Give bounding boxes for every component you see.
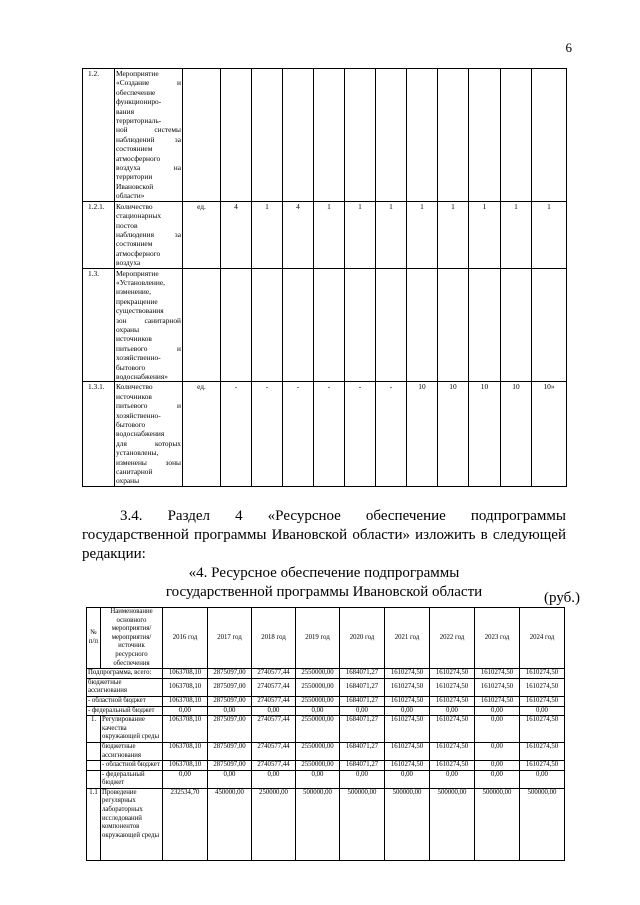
unit-cell: [183, 268, 221, 382]
row-label: - областной бюджет: [101, 761, 163, 771]
summary-label: Подпрограмма, всего:: [87, 669, 163, 679]
row-label: Проведение регулярных лабораторных исследований компонентов окружающей среды: [101, 788, 163, 860]
description-line: атмосферного: [116, 153, 161, 163]
amount-cell: 0,00: [208, 770, 252, 788]
value-cell: 4: [283, 201, 314, 268]
value-cell: -: [314, 382, 345, 486]
description-line: Ивановской: [116, 181, 154, 191]
indicator-row: [83, 201, 567, 268]
amount-cell: 500000,00: [475, 788, 520, 860]
value-cell: [345, 69, 376, 202]
description-line: питьевого и: [116, 343, 181, 353]
row-number: 1.3.1.: [83, 382, 115, 486]
value-cell: 10: [469, 382, 501, 486]
description-line: охраны: [116, 476, 140, 486]
value-cell: [221, 268, 252, 382]
amount-cell: 1610274,50: [520, 678, 565, 696]
row-label: Регулирование качества окружающей среды: [101, 716, 163, 743]
description-line: существования: [116, 306, 164, 316]
amount-cell: 1610274,50: [385, 696, 430, 706]
header-year: 2021 год: [385, 608, 430, 669]
amount-cell: 1684071,27: [340, 696, 385, 706]
header-row: [87, 608, 565, 669]
amount-cell: 1610274,50: [475, 696, 520, 706]
description-line: наблюдений за: [116, 134, 181, 144]
amount-cell: 0,00: [163, 770, 208, 788]
detail-row: [87, 716, 565, 743]
row-label: бюджетные ассигнования: [101, 742, 163, 760]
amount-cell: 1610274,50: [385, 669, 430, 679]
value-cell: [314, 268, 345, 382]
amount-cell: 450000,00: [208, 788, 252, 860]
amount-cell: 500000,00: [296, 788, 340, 860]
value-cell: -: [376, 382, 407, 486]
amount-cell: 1063708,10: [163, 696, 208, 706]
summary-row: [87, 678, 565, 696]
amount-cell: 1610274,50: [520, 696, 565, 706]
value-cell: [221, 69, 252, 202]
header-year: 2020 год: [340, 608, 385, 669]
value-cell: -: [283, 382, 314, 486]
section-heading-line-1: «4. Ресурсное обеспечение подпрограммы: [188, 565, 460, 581]
row-number: 1.: [87, 716, 101, 743]
description-line: прекращение: [116, 296, 158, 306]
value-cell: [376, 69, 407, 202]
row-number: 1.2.1.: [83, 201, 115, 268]
description-line: территории: [116, 172, 153, 182]
value-cell: [438, 268, 469, 382]
amount-cell: 1610274,50: [475, 669, 520, 679]
description-line: изменение,: [116, 287, 152, 297]
amount-cell: 0,00: [340, 770, 385, 788]
description-line: водоснабжения»: [116, 372, 168, 381]
description-line: бытового: [116, 362, 146, 372]
row-description: [115, 268, 183, 382]
description-line: воздуха: [116, 258, 141, 268]
detail-row: [87, 788, 565, 860]
value-cell: 10»: [532, 382, 567, 486]
amount-cell: 1610274,50: [385, 716, 430, 743]
row-number: [87, 761, 101, 771]
description-line: области»: [116, 191, 145, 201]
value-cell: [345, 268, 376, 382]
value-cell: [314, 69, 345, 202]
value-cell: [469, 268, 501, 382]
summary-row: [87, 696, 565, 706]
amount-cell: 0,00: [163, 706, 208, 716]
amount-cell: 1610274,50: [520, 742, 565, 760]
amount-cell: 1063708,10: [163, 669, 208, 679]
amount-cell: 250000,00: [252, 788, 296, 860]
value-cell: 1: [407, 201, 438, 268]
page-number: 6: [565, 40, 572, 55]
description-line: наблюдения за: [116, 229, 181, 239]
description-line: Мероприятие: [116, 268, 159, 278]
indicators-table: [82, 68, 567, 487]
value-cell: [532, 69, 567, 202]
detail-row: [87, 761, 565, 771]
summary-label: - областной бюджет: [87, 696, 163, 706]
header-year: 2016 год: [163, 608, 208, 669]
amount-cell: 2875097,00: [208, 678, 252, 696]
detail-row: [87, 742, 565, 760]
section-heading-line-2: государственной программы Ивановской области: [165, 584, 483, 600]
amount-cell: 1684071,27: [340, 716, 385, 743]
amount-cell: 1610274,50: [430, 696, 475, 706]
amount-cell: 500000,00: [520, 788, 565, 860]
description-line: водоснабжения: [116, 429, 165, 439]
unit-cell: [183, 69, 221, 202]
description-line: «Установление,: [116, 277, 165, 287]
row-number: 1.2.: [83, 69, 115, 202]
amount-cell: 500000,00: [385, 788, 430, 860]
summary-row: [87, 669, 565, 679]
amount-cell: 0,00: [208, 706, 252, 716]
row-description: [115, 382, 183, 486]
description-line: зон санитарной: [116, 315, 181, 325]
row-number: [87, 770, 101, 788]
value-cell: [252, 69, 283, 202]
description-line: Количество: [116, 382, 153, 392]
value-cell: 1: [532, 201, 567, 268]
amount-cell: 1610274,50: [430, 716, 475, 743]
amount-cell: 2875097,00: [208, 761, 252, 771]
amount-cell: 2740577,44: [252, 761, 296, 771]
amount-cell: 1610274,50: [430, 669, 475, 679]
amount-cell: 1610274,50: [385, 761, 430, 771]
value-cell: -: [345, 382, 376, 486]
description-line: хозяйственно-: [116, 410, 161, 420]
header-year: 2017 год: [208, 608, 252, 669]
value-cell: [501, 268, 532, 382]
amount-cell: 0,00: [475, 716, 520, 743]
value-cell: 10: [407, 382, 438, 486]
value-cell: [283, 268, 314, 382]
amount-cell: 2550000,00: [296, 716, 340, 743]
amount-cell: 1610274,50: [475, 678, 520, 696]
amount-cell: 2550000,00: [296, 761, 340, 771]
indicator-row: [83, 382, 567, 486]
unit-cell: ед.: [183, 201, 221, 268]
amount-cell: 2740577,44: [252, 716, 296, 743]
row-number: 1.3.: [83, 268, 115, 382]
description-line: состоянием: [116, 144, 153, 154]
amount-cell: 1063708,10: [163, 716, 208, 743]
amount-cell: 1063708,10: [163, 678, 208, 696]
description-line: для которых: [116, 438, 181, 448]
amount-cell: 0,00: [475, 770, 520, 788]
description-line: состоянием: [116, 239, 153, 249]
amount-cell: 1610274,50: [520, 761, 565, 771]
amount-cell: 1610274,50: [385, 742, 430, 760]
detail-row: [87, 770, 565, 788]
header-year: 2023 год: [475, 608, 520, 669]
amount-cell: 0,00: [252, 706, 296, 716]
value-cell: 10: [501, 382, 532, 486]
amount-cell: 2875097,00: [208, 742, 252, 760]
description-line: вания: [116, 106, 134, 116]
amount-cell: 2740577,44: [252, 669, 296, 679]
description-line: постов: [116, 220, 138, 230]
row-number: 1.1: [87, 788, 101, 860]
amount-cell: 0,00: [296, 770, 340, 788]
currency-unit-label: (руб.): [544, 590, 580, 606]
row-label: - федеральный бюджет: [101, 770, 163, 788]
paragraph-3-4: 3.4. Раздел 4 «Ресурсное обеспечение подпрограммы государственной программы Ивановской области» изложить в следующей редакции:: [82, 508, 566, 562]
amount-cell: 0,00: [520, 770, 565, 788]
amount-cell: 2550000,00: [296, 696, 340, 706]
value-cell: 10: [438, 382, 469, 486]
amount-cell: 2740577,44: [252, 696, 296, 706]
description-line: изменены зоны: [116, 457, 181, 467]
amount-cell: 0,00: [296, 706, 340, 716]
amount-cell: 1610274,50: [430, 742, 475, 760]
value-cell: 1: [314, 201, 345, 268]
amount-cell: 1063708,10: [163, 761, 208, 771]
header-year: 2018 год: [252, 608, 296, 669]
amount-cell: 2875097,00: [208, 696, 252, 706]
description-line: санитарной: [116, 467, 153, 477]
amount-cell: 1684071,27: [340, 761, 385, 771]
value-cell: [438, 69, 469, 202]
value-cell: [407, 268, 438, 382]
value-cell: 1: [438, 201, 469, 268]
amount-cell: 0,00: [385, 770, 430, 788]
description-line: установлены,: [116, 448, 159, 458]
amount-cell: 0,00: [430, 706, 475, 716]
amount-cell: 0,00: [520, 706, 565, 716]
description-line: обеспечение: [116, 87, 156, 97]
amount-cell: 2740577,44: [252, 742, 296, 760]
summary-label: - федеральный бюджет: [87, 706, 163, 716]
amount-cell: 0,00: [475, 706, 520, 716]
description-line: питьевого и: [116, 401, 181, 411]
amount-cell: 2550000,00: [296, 742, 340, 760]
header-number: № п/п: [87, 608, 101, 669]
amount-cell: 0,00: [475, 761, 520, 771]
amount-cell: 0,00: [340, 706, 385, 716]
amount-cell: 2550000,00: [296, 669, 340, 679]
amount-cell: 1684071,27: [340, 678, 385, 696]
value-cell: -: [252, 382, 283, 486]
description-line: атмосферного: [116, 248, 161, 258]
description-line: Мероприятие: [116, 69, 159, 78]
value-cell: -: [221, 382, 252, 486]
amount-cell: 232534,70: [163, 788, 208, 860]
value-cell: [532, 268, 567, 382]
amount-cell: 1063708,10: [163, 742, 208, 760]
value-cell: [501, 69, 532, 202]
amount-cell: 1610274,50: [520, 716, 565, 743]
value-cell: 1: [345, 201, 376, 268]
value-cell: 1: [469, 201, 501, 268]
amount-cell: 0,00: [385, 706, 430, 716]
amount-cell: 500000,00: [340, 788, 385, 860]
value-cell: [407, 69, 438, 202]
row-number: [87, 742, 101, 760]
description-line: воздуха на: [116, 163, 181, 173]
value-cell: 4: [221, 201, 252, 268]
unit-cell: ед.: [183, 382, 221, 486]
value-cell: [469, 69, 501, 202]
amount-cell: 1610274,50: [430, 761, 475, 771]
amount-cell: 2875097,00: [208, 669, 252, 679]
indicator-row: [83, 69, 567, 202]
description-line: стационарных: [116, 211, 162, 221]
amount-cell: 0,00: [475, 742, 520, 760]
amount-cell: 1684071,27: [340, 742, 385, 760]
header-name: Наименование основного мероприятия/ мероприятия/ источник ресурсного обеспечения: [101, 608, 163, 669]
description-line: «Создание и: [116, 78, 181, 88]
description-line: ной системы: [116, 125, 181, 135]
amount-cell: 0,00: [430, 770, 475, 788]
amount-cell: 0,00: [252, 770, 296, 788]
header-year: 2022 год: [430, 608, 475, 669]
description-line: Количество: [116, 201, 153, 211]
value-cell: 1: [376, 201, 407, 268]
value-cell: 1: [252, 201, 283, 268]
description-line: источников: [116, 391, 152, 401]
row-description: [115, 69, 183, 202]
header-year: 2024 год: [520, 608, 565, 669]
description-line: источников: [116, 334, 152, 344]
value-cell: [283, 69, 314, 202]
description-line: хозяйственно-: [116, 353, 161, 363]
row-description: [115, 201, 183, 268]
header-year: 2019 год: [296, 608, 340, 669]
description-line: функциониро-: [116, 97, 162, 107]
value-cell: 1: [501, 201, 532, 268]
summary-label: бюджетные ассигнования: [87, 678, 163, 696]
amount-cell: 2550000,00: [296, 678, 340, 696]
amount-cell: 1684071,27: [340, 669, 385, 679]
amount-cell: 2875097,00: [208, 716, 252, 743]
amount-cell: 500000,00: [430, 788, 475, 860]
summary-row: [87, 706, 565, 716]
value-cell: [376, 268, 407, 382]
description-line: территориаль-: [116, 116, 162, 126]
amount-cell: 2740577,44: [252, 678, 296, 696]
amount-cell: 1610274,50: [385, 678, 430, 696]
amount-cell: 1610274,50: [430, 678, 475, 696]
indicator-row: [83, 268, 567, 382]
amount-cell: 1610274,50: [520, 669, 565, 679]
description-line: охраны: [116, 324, 140, 334]
resource-table: [86, 607, 565, 861]
description-line: бытового: [116, 420, 146, 430]
value-cell: [252, 268, 283, 382]
